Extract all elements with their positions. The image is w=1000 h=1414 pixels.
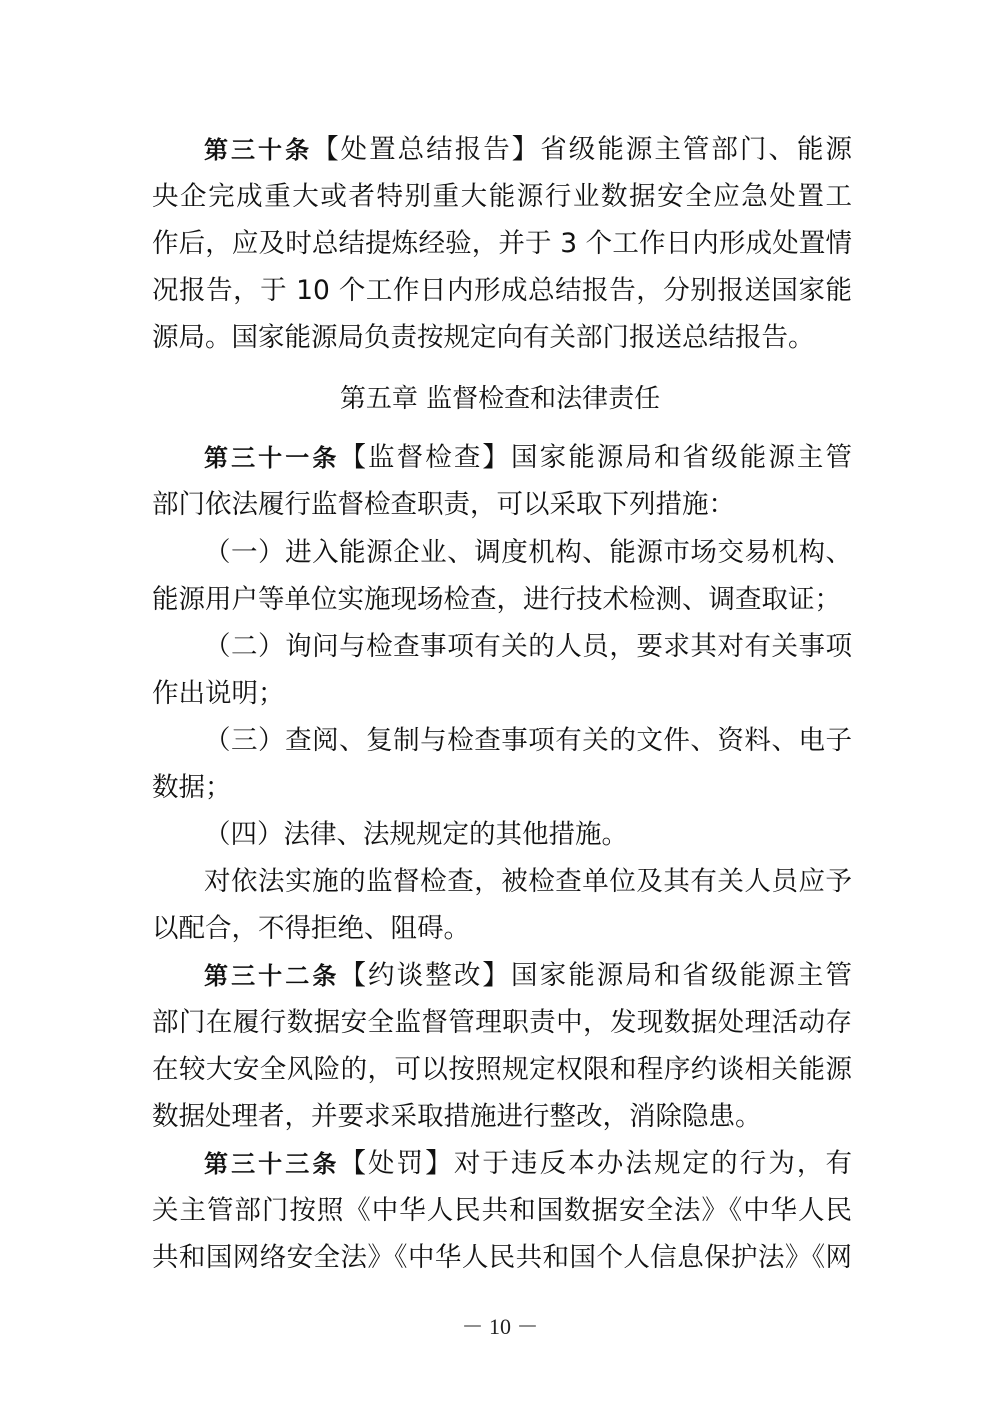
article-30-line-5: 源局。国家能源局负责按规定向有关部门报送总结报告。: [152, 322, 815, 353]
item-3-line-2: 数据；: [152, 772, 232, 803]
article-30-line-3: 作后，应及时总结提炼经验，并于 3 个工作日内形成处置情: [152, 228, 852, 259]
article-32-heading: 第三十二条: [204, 961, 340, 990]
article-32-line-3: 在较大安全风险的，可以按照规定权限和程序约谈相关能源: [152, 1054, 852, 1085]
chapter-heading: 第五章 监督检查和法律责任: [339, 384, 661, 414]
article-32-line-2: 部门在履行数据安全监督管理职责中，发现数据处理活动存: [152, 1007, 852, 1038]
page-number: － 10 －: [461, 1314, 539, 1339]
article-32-line-1: [204, 954, 852, 998]
cooperate-line-2: 以配合，不得拒绝、阻碍。: [152, 913, 470, 944]
article-32-text: 【约谈整改】国家能源局和省级能源主管: [339, 960, 852, 991]
article-33-line-2: 关主管部门按照《中华人民共和国数据安全法》《中华人民: [152, 1195, 852, 1226]
article-30-text: 【处置总结报告】省级能源主管部门、能源: [312, 134, 852, 165]
article-31-heading: 第三十一条: [204, 443, 340, 472]
article-33-heading: 第三十三条: [204, 1149, 340, 1178]
article-31-line-1: [204, 436, 852, 480]
item-2-line-2: 作出说明；: [152, 678, 285, 709]
article-31-line-2: 部门依法履行监督检查职责，可以采取下列措施：: [152, 489, 735, 520]
article-30-line-4: 况报告，于 10 个工作日内形成总结报告，分别报送国家能: [152, 275, 852, 306]
article-31-text: 【监督检查】国家能源局和省级能源主管: [339, 442, 852, 473]
article-30-heading: 第三十条: [204, 135, 313, 164]
article-30-line-2: 央企完成重大或者特别重大能源行业数据安全应急处置工: [152, 181, 852, 212]
article-32-line-4: 数据处理者，并要求采取措施进行整改，消除隐患。: [152, 1101, 762, 1132]
item-1-line-2: 能源用户等单位实施现场检查，进行技术检测、调查取证；: [152, 584, 841, 615]
article-30-line-1: [204, 128, 852, 172]
cooperate-line-1: 对依法实施的监督检查，被检查单位及其有关人员应予: [204, 866, 852, 897]
item-3-line-1: （三）查阅、复制与检查事项有关的文件、资料、电子: [204, 725, 852, 756]
item-4-line-1: （四）法律、法规规定的其他措施。: [204, 819, 628, 850]
item-2-line-1: （二）询问与检查事项有关的人员，要求其对有关事项: [204, 631, 852, 662]
article-33-line-3: 共和国网络安全法》《中华人民共和国个人信息保护法》《网: [152, 1242, 852, 1273]
article-33-text: 【处罚】对于违反本办法规定的行为，有: [339, 1148, 852, 1179]
item-1-line-1: （一）进入能源企业、调度机构、能源市场交易机构、: [204, 537, 852, 568]
article-33-line-1: [204, 1142, 852, 1186]
